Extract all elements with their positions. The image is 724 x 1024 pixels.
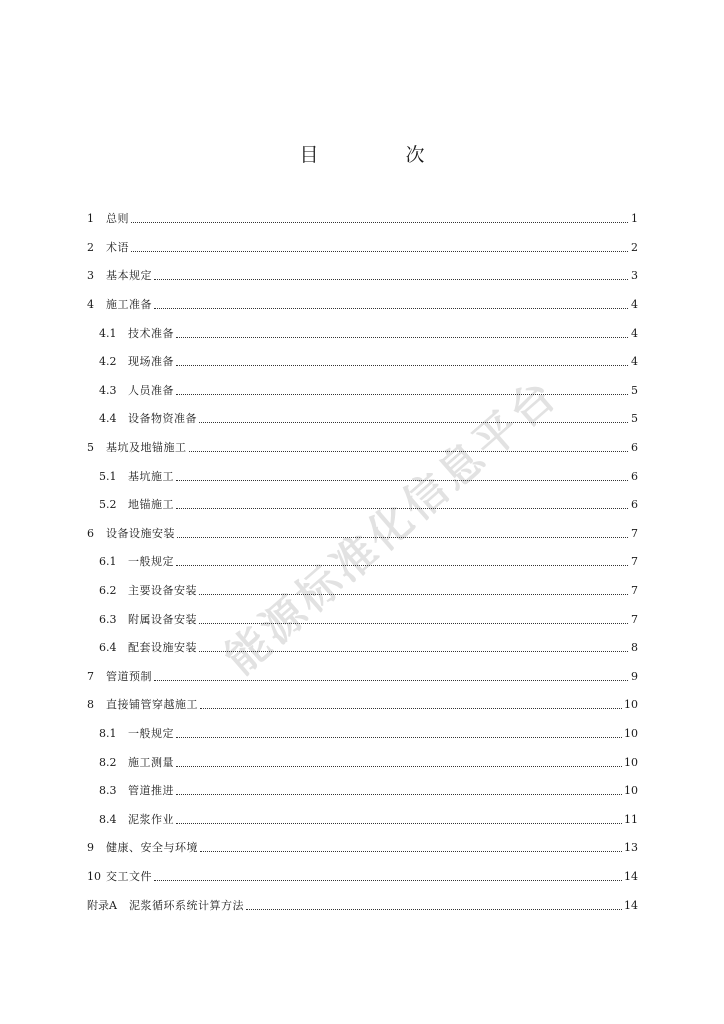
toc-entry-page: 9 xyxy=(631,669,638,683)
toc-dot-leader xyxy=(246,908,622,910)
toc-dot-leader xyxy=(199,650,628,652)
toc-entry-title: 管道推进 xyxy=(128,784,174,798)
toc-dot-leader xyxy=(176,479,628,481)
toc-entry-title: 附属设备安装 xyxy=(128,612,197,626)
toc-entry-number: 6.2 xyxy=(99,584,117,598)
toc-dot-leader xyxy=(131,221,628,223)
toc-entry-title: 基坑施工 xyxy=(128,469,174,483)
toc-entry-title: 基本规定 xyxy=(106,269,152,283)
toc-entry-number: 10 xyxy=(87,869,101,883)
toc-entry-number: 3 xyxy=(87,269,94,283)
toc-entry-number: 8.3 xyxy=(99,784,117,798)
toc-entry[interactable] xyxy=(87,234,638,263)
toc-entry-page: 2 xyxy=(631,240,638,254)
toc-entry-page: 10 xyxy=(624,726,638,740)
toc-entry-page: 7 xyxy=(631,526,638,540)
toc-dot-leader xyxy=(176,507,628,509)
toc-entry-title: 配套设施安装 xyxy=(128,641,197,655)
toc-entry-number: 6.4 xyxy=(99,641,117,655)
toc-entry-title: 术语 xyxy=(106,240,129,254)
toc-entry-page: 6 xyxy=(631,441,638,455)
toc-entry[interactable] xyxy=(87,720,638,749)
toc-entry[interactable] xyxy=(87,663,638,692)
toc-entry-page: 8 xyxy=(631,641,638,655)
toc-entry-number: 1 xyxy=(87,212,94,226)
toc-entry-page: 4 xyxy=(631,355,638,369)
toc-entry[interactable] xyxy=(87,348,638,377)
toc-entry-title: 一般规定 xyxy=(128,555,174,569)
toc-entry-page: 1 xyxy=(631,212,638,226)
toc-dot-leader xyxy=(189,450,629,452)
toc-entry-title: 健康、安全与环境 xyxy=(106,841,198,855)
toc-entry-number: 4.4 xyxy=(99,412,117,426)
toc-dot-leader xyxy=(176,564,628,566)
toc-entry-number: 4.2 xyxy=(99,355,117,369)
toc-entry-number: 5 xyxy=(87,441,94,455)
toc-entry-number: 6.3 xyxy=(99,612,117,626)
toc-entry-page: 11 xyxy=(624,812,638,826)
toc-entry-title: 施工准备 xyxy=(106,298,152,312)
toc-entry-page: 4 xyxy=(631,326,638,340)
toc-dot-leader xyxy=(154,679,628,681)
toc-entry-number: 4 xyxy=(87,298,94,312)
toc-entry-number: 5.2 xyxy=(99,498,117,512)
toc-entry-number: 4.1 xyxy=(99,326,117,340)
toc-entry[interactable] xyxy=(87,205,638,234)
toc-entry[interactable] xyxy=(87,891,638,920)
watermark: 能源标准化信息平台 xyxy=(215,369,568,685)
toc-entry-title: 总则 xyxy=(106,212,129,226)
toc-dot-leader xyxy=(176,364,628,366)
toc-entry[interactable] xyxy=(87,291,638,320)
page-title: 目 次 xyxy=(299,144,459,166)
toc-dot-leader xyxy=(176,393,628,395)
toc-entry-number: 8.2 xyxy=(99,755,117,769)
toc-entry-page: 13 xyxy=(624,841,638,855)
toc-entry[interactable] xyxy=(87,605,638,634)
toc-entry[interactable] xyxy=(87,777,638,806)
toc-entry-page: 14 xyxy=(624,898,638,912)
toc-entry[interactable] xyxy=(87,434,638,463)
toc-entry-title: 一般规定 xyxy=(128,726,174,740)
toc-entry[interactable] xyxy=(87,262,638,291)
toc-entry-title: 泥浆作业 xyxy=(128,812,174,826)
toc-entry-number: 7 xyxy=(87,669,94,683)
toc-entry-title: 泥浆循环系统计算方法 xyxy=(128,898,244,912)
toc-dot-leader xyxy=(199,622,628,624)
toc-entry[interactable] xyxy=(87,634,638,663)
toc-entry-title: 设备物资准备 xyxy=(128,412,197,426)
toc-dot-leader xyxy=(176,336,628,338)
toc-dot-leader xyxy=(199,421,628,423)
toc-entry-number: 8.1 xyxy=(99,726,117,740)
toc-dot-leader xyxy=(199,593,628,595)
toc-dot-leader xyxy=(200,707,622,709)
toc-entry-title: 地锚施工 xyxy=(128,498,174,512)
toc-entry-page: 10 xyxy=(624,755,638,769)
toc-entry[interactable] xyxy=(87,748,638,777)
toc-entry-number: 附录A xyxy=(87,898,117,912)
toc-entry-page: 5 xyxy=(631,383,638,397)
toc-entry-title: 主要设备安装 xyxy=(128,584,197,598)
toc-dot-leader xyxy=(177,536,628,538)
toc-entry[interactable] xyxy=(87,319,638,348)
toc-entry-page: 14 xyxy=(624,869,638,883)
toc-dot-leader xyxy=(154,307,628,309)
toc-entry[interactable] xyxy=(87,520,638,549)
toc-entry-number: 9 xyxy=(87,841,94,855)
toc-dot-leader xyxy=(176,793,622,795)
toc-entry-title: 管道预制 xyxy=(106,669,152,683)
toc-entry-title: 人员准备 xyxy=(128,383,174,397)
toc-entry-title: 技术准备 xyxy=(128,326,174,340)
toc-entry-page: 6 xyxy=(631,498,638,512)
toc-dot-leader xyxy=(176,765,622,767)
table-of-contents xyxy=(87,205,638,920)
toc-dot-leader xyxy=(154,879,622,881)
toc-entry[interactable] xyxy=(87,377,638,406)
toc-dot-leader xyxy=(131,250,628,252)
toc-entry-number: 6 xyxy=(87,526,94,540)
toc-entry-number: 4.3 xyxy=(99,383,117,397)
toc-dot-leader xyxy=(200,850,622,852)
toc-entry-page: 10 xyxy=(624,698,638,712)
toc-entry-page: 4 xyxy=(631,298,638,312)
toc-dot-leader xyxy=(176,822,622,824)
toc-entry-page: 10 xyxy=(624,784,638,798)
toc-entry-number: 5.1 xyxy=(99,469,117,483)
toc-entry-number: 6.1 xyxy=(99,555,117,569)
toc-dot-leader xyxy=(154,278,628,280)
toc-entry[interactable] xyxy=(87,834,638,863)
toc-entry-page: 3 xyxy=(631,269,638,283)
toc-entry-title: 直接铺管穿越施工 xyxy=(106,698,198,712)
toc-entry[interactable] xyxy=(87,863,638,892)
toc-entry-page: 7 xyxy=(631,555,638,569)
toc-dot-leader xyxy=(176,736,622,738)
toc-entry-page: 7 xyxy=(631,584,638,598)
toc-entry[interactable] xyxy=(87,691,638,720)
toc-entry-title: 基坑及地锚施工 xyxy=(106,441,187,455)
toc-entry-title: 现场准备 xyxy=(128,355,174,369)
toc-entry[interactable] xyxy=(87,491,638,520)
toc-entry-title: 交工文件 xyxy=(106,869,152,883)
toc-entry[interactable] xyxy=(87,805,638,834)
toc-entry[interactable] xyxy=(87,577,638,606)
toc-entry-title: 施工测量 xyxy=(128,755,174,769)
toc-entry-number: 8 xyxy=(87,698,94,712)
toc-entry-page: 5 xyxy=(631,412,638,426)
toc-entry-number: 8.4 xyxy=(99,812,117,826)
toc-entry[interactable] xyxy=(87,548,638,577)
toc-entry-page: 6 xyxy=(631,469,638,483)
toc-entry-page: 7 xyxy=(631,612,638,626)
toc-entry-title: 设备设施安装 xyxy=(106,526,175,540)
toc-entry[interactable] xyxy=(87,462,638,491)
toc-entry-number: 2 xyxy=(87,240,94,254)
toc-entry[interactable] xyxy=(87,405,638,434)
